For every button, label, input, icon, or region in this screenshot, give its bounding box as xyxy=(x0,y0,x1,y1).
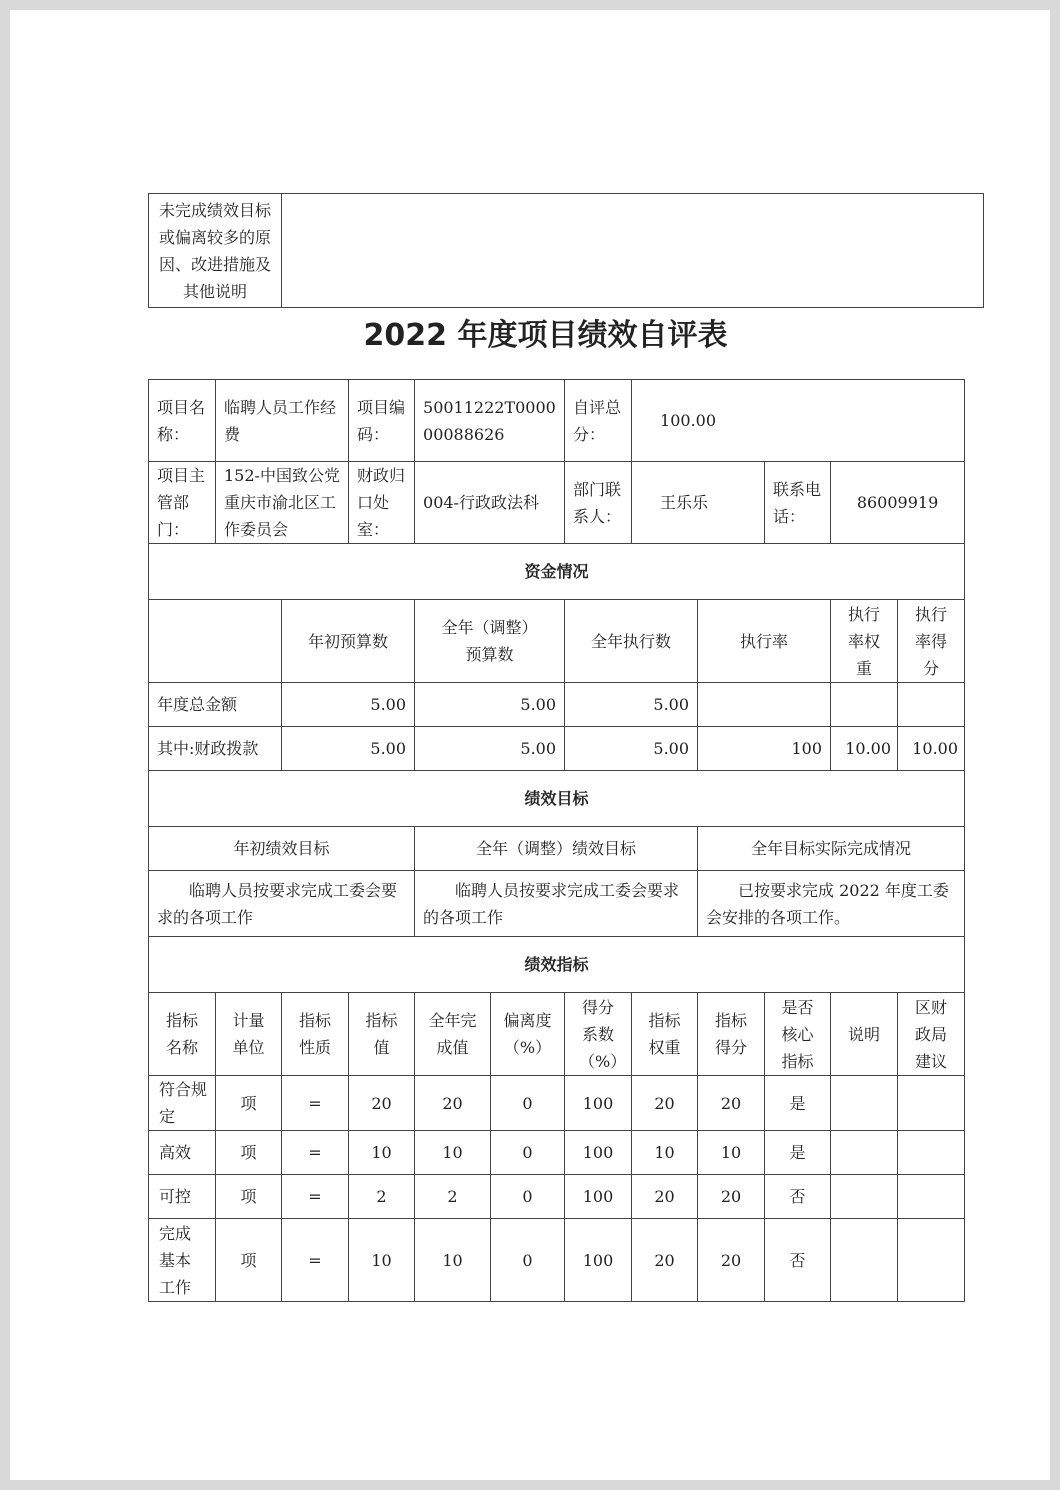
indicators-section-title: 绩效指标 xyxy=(149,937,965,993)
indicator-cell: 20 xyxy=(632,1175,698,1219)
indicator-cell: 否 xyxy=(765,1219,831,1302)
indicator-cell: 项 xyxy=(216,1219,282,1302)
funds-row-label: 年度总金额 xyxy=(149,683,282,727)
dept-label: 项目主管部门： xyxy=(149,462,216,544)
goals-header: 年初绩效目标 xyxy=(149,827,415,871)
project-name-value: 临聘人员工作经费 xyxy=(216,380,349,462)
indicator-cell: 2 xyxy=(415,1175,491,1219)
indicator-cell: 100 xyxy=(565,1175,632,1219)
goals-header: 全年目标实际完成情况 xyxy=(698,827,965,871)
indicator-cell: 否 xyxy=(765,1175,831,1219)
indicator-cell xyxy=(831,1076,898,1131)
indicator-cell: 100 xyxy=(565,1076,632,1131)
indicator-cell xyxy=(831,1219,898,1302)
indicator-cell xyxy=(898,1131,965,1175)
indicator-cell: 是 xyxy=(765,1076,831,1131)
indicator-header: 区财政局建议 xyxy=(898,993,965,1076)
indicator-cell: 20 xyxy=(632,1076,698,1131)
indicator-header: 指标权重 xyxy=(632,993,698,1076)
indicator-cell: 10 xyxy=(698,1131,765,1175)
funds-cell: 10.00 xyxy=(831,727,898,771)
indicator-header: 是否核心指标 xyxy=(765,993,831,1076)
indicator-cell: 完成基本工作 xyxy=(149,1219,216,1302)
indicator-cell: 符合规定 xyxy=(149,1076,216,1131)
indicator-cell: 可控 xyxy=(149,1175,216,1219)
page-title: 2022 年度项目绩效自评表 xyxy=(363,318,728,353)
contact-label: 部门联系人： xyxy=(565,462,632,544)
indicator-cell: = xyxy=(282,1219,349,1302)
remark-value xyxy=(282,194,984,308)
indicator-cell: 20 xyxy=(698,1076,765,1131)
goals-section-title: 绩效目标 xyxy=(149,771,965,827)
indicator-cell: 0 xyxy=(491,1175,565,1219)
indicator-cell xyxy=(898,1076,965,1131)
indicator-header: 计量单位 xyxy=(216,993,282,1076)
table-row xyxy=(149,1076,965,1131)
table-row xyxy=(149,1131,965,1175)
funds-cell xyxy=(831,683,898,727)
indicator-cell: 10 xyxy=(415,1131,491,1175)
funds-header: 执行率 xyxy=(698,600,831,683)
funds-cell: 5.00 xyxy=(282,727,415,771)
indicator-cell xyxy=(831,1175,898,1219)
indicator-cell: = xyxy=(282,1131,349,1175)
indicator-cell: 20 xyxy=(632,1219,698,1302)
funds-cell: 5.00 xyxy=(415,727,565,771)
indicator-cell: 10 xyxy=(349,1219,415,1302)
indicator-cell: 0 xyxy=(491,1076,565,1131)
indicators-header-row xyxy=(149,993,965,1076)
funds-header: 年初预算数 xyxy=(282,600,415,683)
indicator-cell: 100 xyxy=(565,1131,632,1175)
goals-value: 临聘人员按要求完成工委会要求的各项工作 xyxy=(415,871,698,937)
indicator-cell: = xyxy=(282,1076,349,1131)
funds-header-blank xyxy=(149,600,282,683)
indicator-cell: 10 xyxy=(632,1131,698,1175)
funds-header: 执行率得分 xyxy=(898,600,965,683)
indicator-header: 全年完成值 xyxy=(415,993,491,1076)
indicator-cell: 20 xyxy=(698,1219,765,1302)
score-label: 自评总分： xyxy=(565,380,632,462)
indicator-cell: 项 xyxy=(216,1076,282,1131)
indicator-cell: 10 xyxy=(349,1131,415,1175)
indicator-cell: 0 xyxy=(491,1131,565,1175)
funds-header: 全年执行数 xyxy=(565,600,698,683)
indicator-cell: 20 xyxy=(415,1076,491,1131)
table-row xyxy=(149,1219,965,1302)
goals-value: 临聘人员按要求完成工委会要求的各项工作 xyxy=(149,871,415,937)
funds-row-label: 其中:财政拨款 xyxy=(149,727,282,771)
indicator-cell: 高效 xyxy=(149,1131,216,1175)
score-value: 100.00 xyxy=(632,380,965,462)
indicator-cell: = xyxy=(282,1175,349,1219)
contact-value: 王乐乐 xyxy=(632,462,765,544)
indicator-cell: 是 xyxy=(765,1131,831,1175)
funds-cell: 5.00 xyxy=(282,683,415,727)
indicator-cell: 项 xyxy=(216,1131,282,1175)
remark-table xyxy=(148,193,984,308)
phone-value: 86009919 xyxy=(831,462,965,544)
finance-value: 004-行政政法科 xyxy=(415,462,565,544)
phone-label: 联系电话： xyxy=(765,462,831,544)
dept-value: 152-中国致公党重庆市渝北区工作委员会 xyxy=(216,462,349,544)
indicator-header: 指标得分 xyxy=(698,993,765,1076)
project-name-label: 项目名称： xyxy=(149,380,216,462)
indicator-header: 得分系数（%） xyxy=(565,993,632,1076)
indicator-cell: 0 xyxy=(491,1219,565,1302)
indicator-cell: 项 xyxy=(216,1175,282,1219)
indicator-cell xyxy=(898,1219,965,1302)
indicator-cell: 100 xyxy=(565,1219,632,1302)
indicator-cell: 2 xyxy=(349,1175,415,1219)
goals-header: 全年（调整）绩效目标 xyxy=(415,827,698,871)
remark-label: 未完成绩效目标或偏离较多的原因、改进措施及其他说明 xyxy=(149,194,282,308)
evaluation-table xyxy=(148,379,965,1302)
indicator-header: 指标值 xyxy=(349,993,415,1076)
indicator-cell: 20 xyxy=(698,1175,765,1219)
indicator-cell: 20 xyxy=(349,1076,415,1131)
funds-cell xyxy=(698,683,831,727)
indicator-header: 说明 xyxy=(831,993,898,1076)
table-row xyxy=(149,1175,965,1219)
funds-cell: 5.00 xyxy=(565,727,698,771)
funds-header: 执行率权重 xyxy=(831,600,898,683)
funds-cell: 5.00 xyxy=(565,683,698,727)
project-code-label: 项目编码： xyxy=(349,380,415,462)
goals-value: 已按要求完成 2022 年度工委会安排的各项工作。 xyxy=(698,871,965,937)
indicator-header: 指标名称 xyxy=(149,993,216,1076)
funds-cell: 5.00 xyxy=(415,683,565,727)
indicator-cell xyxy=(831,1131,898,1175)
funds-header: 全年（调整）预算数 xyxy=(415,600,565,683)
funds-cell xyxy=(898,683,965,727)
finance-label: 财政归口处室： xyxy=(349,462,415,544)
project-code-value: 50011222T000000088626 xyxy=(415,380,565,462)
funds-section-title: 资金情况 xyxy=(149,544,965,600)
indicator-cell xyxy=(898,1175,965,1219)
funds-cell: 100 xyxy=(698,727,831,771)
indicator-header: 指标性质 xyxy=(282,993,349,1076)
funds-cell: 10.00 xyxy=(898,727,965,771)
indicator-cell: 10 xyxy=(415,1219,491,1302)
indicator-header: 偏离度（%） xyxy=(491,993,565,1076)
